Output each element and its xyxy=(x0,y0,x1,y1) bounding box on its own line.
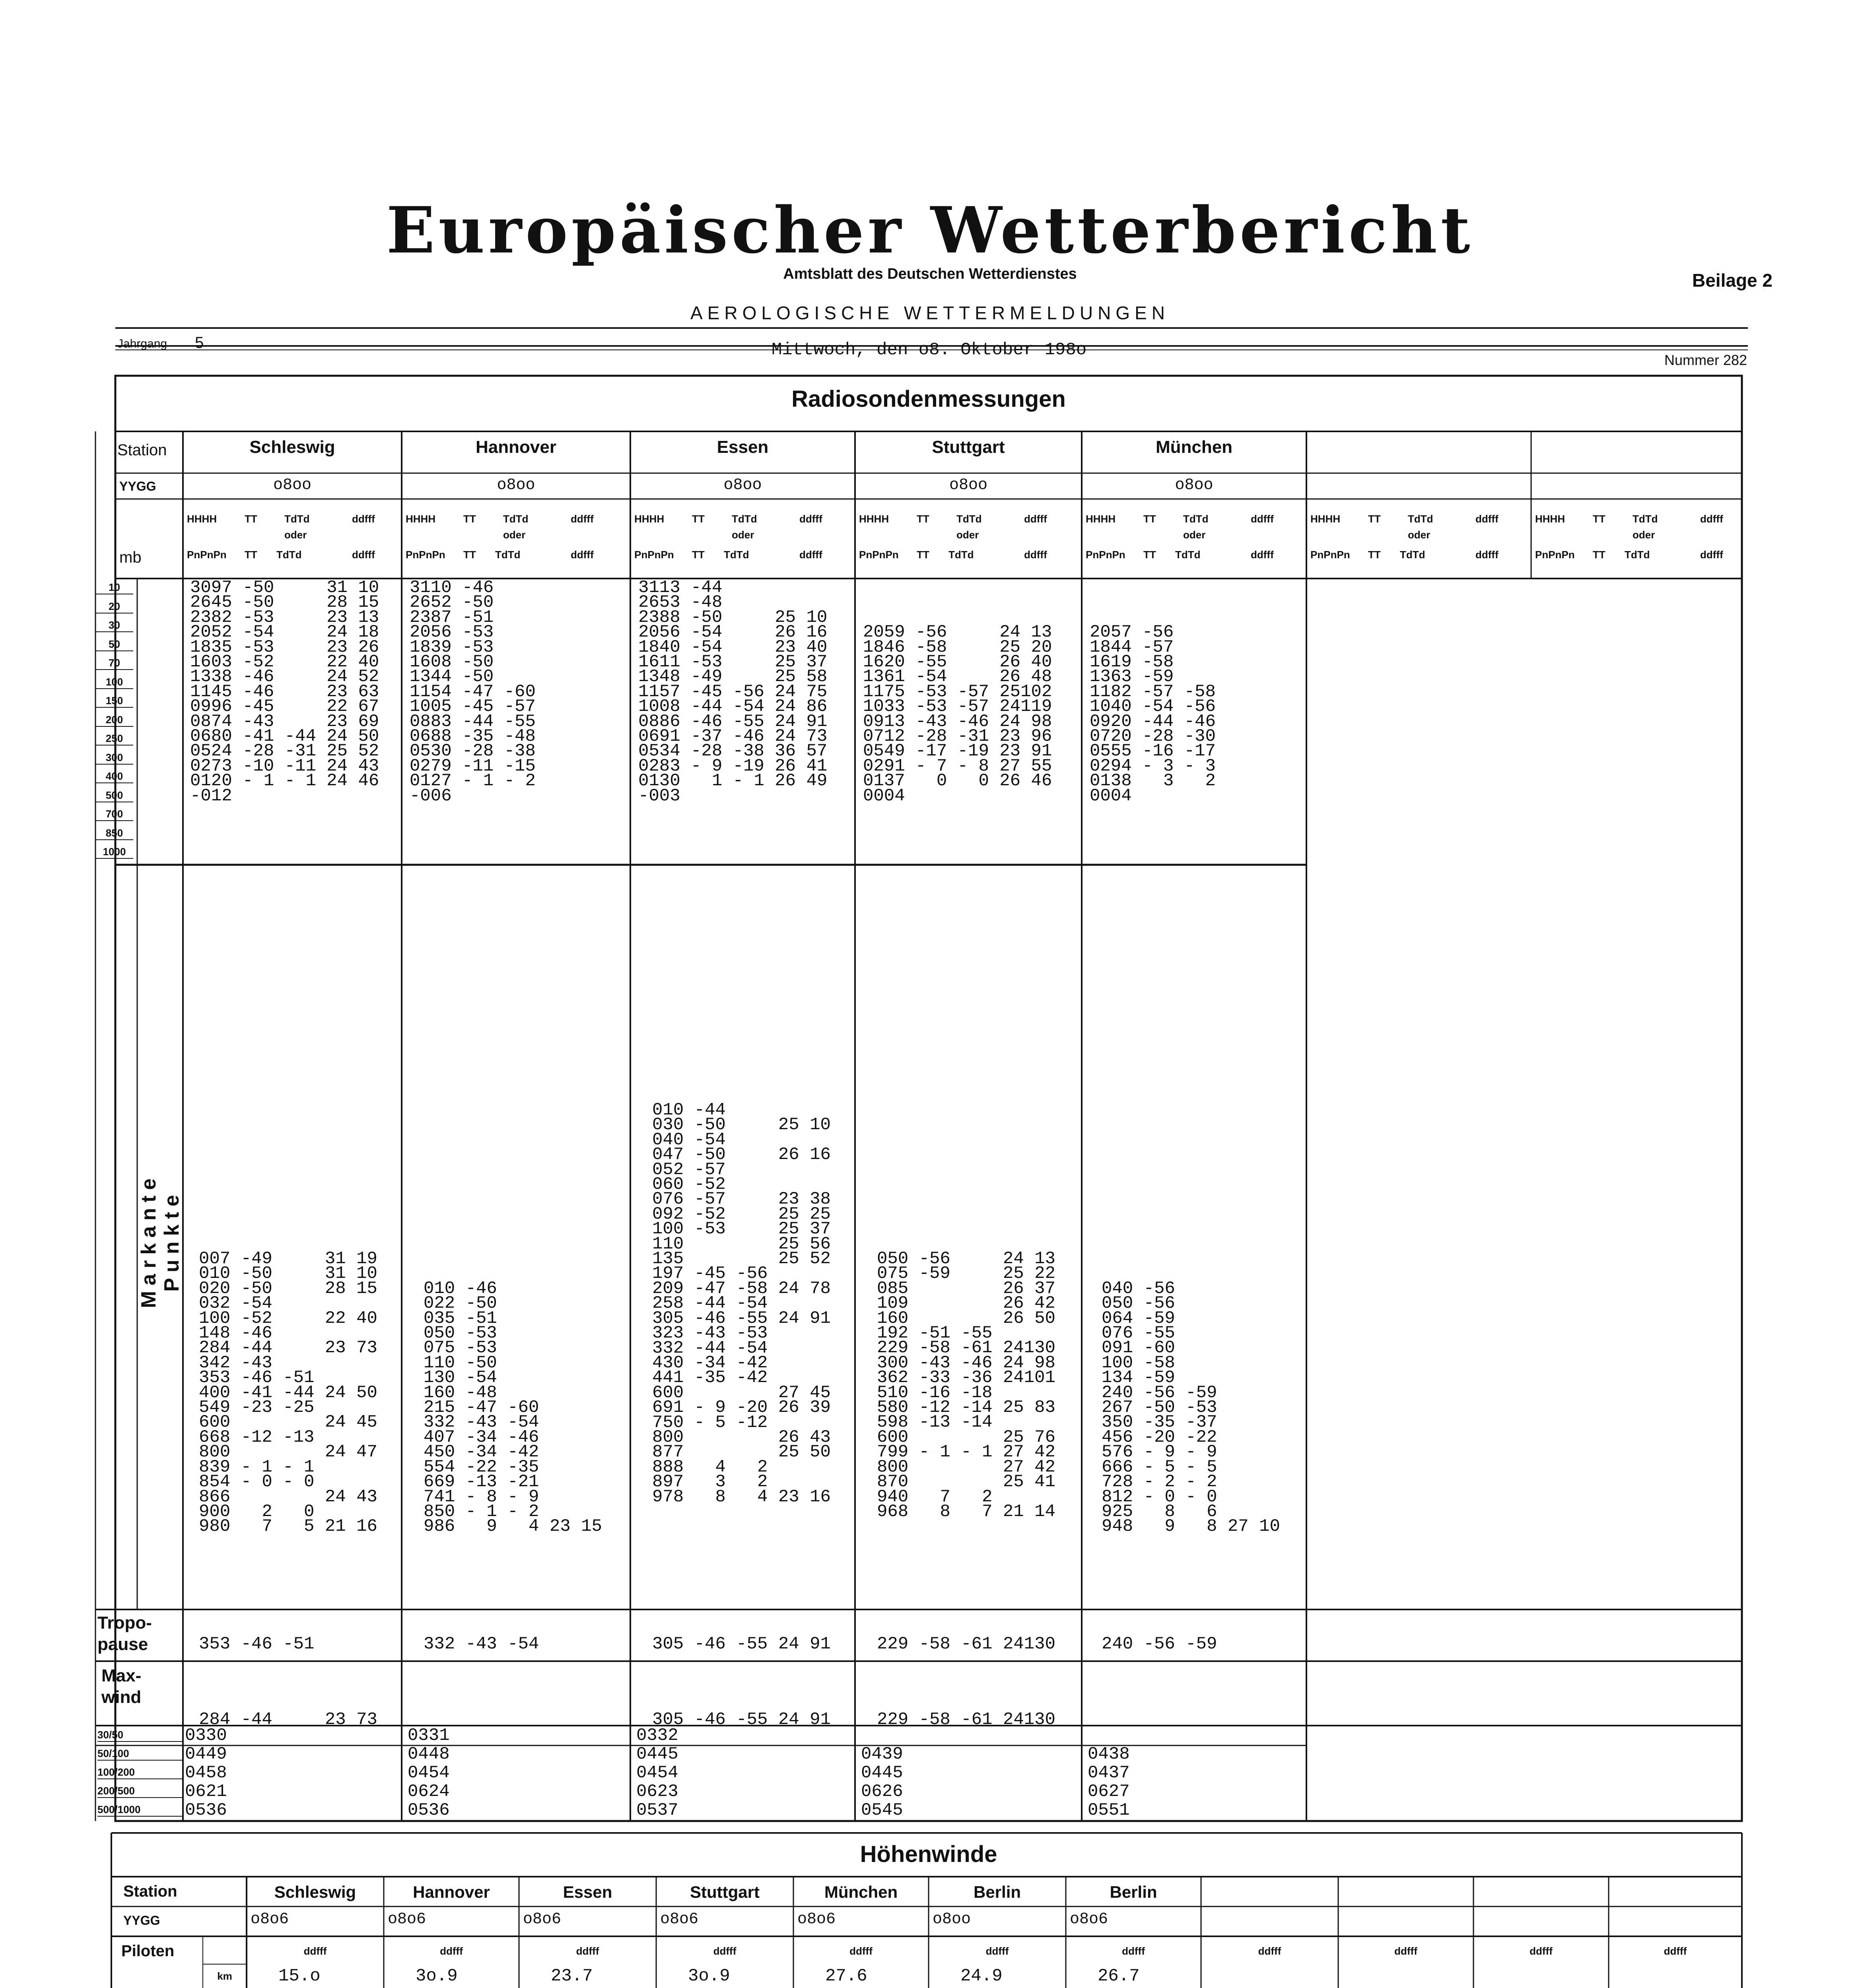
subhead-ddfff: ddfff xyxy=(1475,513,1498,525)
wind-station-3: Stuttgart xyxy=(690,1883,760,1901)
subhead-ddfff: ddfff xyxy=(799,549,822,561)
level-400: 400 xyxy=(95,770,133,783)
subhead-ddfff: ddfff xyxy=(571,549,594,561)
wind-station-0: Schleswig xyxy=(274,1883,356,1901)
winds-piloten-label: Piloten xyxy=(121,1942,175,1960)
maxwind-stuttgart: 229 -58 -61 24130 xyxy=(877,1710,1055,1730)
subhead-hhhh: HHHH xyxy=(634,513,665,525)
subhead-pnpnpn: PnPnPn xyxy=(406,549,445,561)
subhead-tt: TT xyxy=(245,549,257,561)
section-title: AEROLOGISCHE WETTERMELDUNGEN xyxy=(690,303,1170,323)
level-50: 50 xyxy=(95,638,133,651)
beilage-label: Beilage 2 xyxy=(1692,270,1773,291)
wind-time-1: o8o6 xyxy=(388,1910,426,1928)
ddfff-col-label: ddfff xyxy=(713,1945,737,1957)
subhead-ddfff: ddfff xyxy=(352,549,375,561)
ddfff-col-label: ddfff xyxy=(1394,1945,1417,1957)
wind-station-5: Berlin xyxy=(973,1883,1021,1901)
subhead-oder: oder xyxy=(732,529,754,541)
gipfel-km-4: 27.6 xyxy=(825,1966,867,1986)
gipfel-km-1: 3o.9 xyxy=(416,1966,458,1986)
subhead-ddfff: ddfff xyxy=(1251,513,1274,525)
gipfel-km-0: 15.o xyxy=(278,1966,321,1986)
maxwind-label: Max- wind xyxy=(101,1666,142,1707)
level-200: 200 xyxy=(95,714,133,727)
tropo-muenchen: 240 -56 -59 xyxy=(1102,1634,1217,1654)
mb-label: mb xyxy=(119,549,142,566)
subhead-hhhh: HHHH xyxy=(1086,513,1116,525)
level-30: 30 xyxy=(95,619,133,632)
issue-date: Mittwoch, den o8. Oktober 198o xyxy=(772,340,1087,360)
subhead-tt: TT xyxy=(463,513,476,525)
subhead-pnpnpn: PnPnPn xyxy=(859,549,899,561)
thick-hannover: 0331 0448 0454 0624 0536 xyxy=(408,1726,450,1820)
time-stuttgart: o8oo xyxy=(949,476,987,494)
gipfel-km-label: km xyxy=(217,1970,232,1982)
subhead-pnpnpn: PnPnPn xyxy=(187,549,227,561)
std-data-hannover: 3110 -46 2652 -50 2387 -51 2056 -53 1839 -53 1608 -50 1344 -50 1154 -47 -60 1005 -45 -57 0883 -44 -55 0688 -35 -48 0530 -28 -38 0279 -11 -15 0127 - 1 - 2 -006 xyxy=(410,578,536,806)
thickness-0: 30/50 xyxy=(97,1729,183,1742)
subhead-ddfff: ddfff xyxy=(799,513,822,525)
sig-data-schleswig: 007 -49 31 19 010 -50 31 10 020 -50 28 15 032 -54 100 -52 22 40 148 -46 284 -44 23 73 342 -43 353 -46 -51 400 -41 -44 24 50 549 -23 -25 600 24 45 668 -12 -13 800 24 47 839 - 1 - 1 854 - 0 - 0 866 24 43 900 2 0 980 7 5 21 16 xyxy=(199,1249,377,1537)
thickness-2: 100/200 xyxy=(97,1766,183,1779)
station-hannover: Hannover xyxy=(476,437,556,457)
subhead-oder: oder xyxy=(1408,529,1430,541)
subhead-tt: TT xyxy=(692,549,705,561)
subhead-tdtd: TdTd xyxy=(948,549,974,561)
time-muenchen: o8oo xyxy=(1175,476,1213,494)
subhead-tt: TT xyxy=(1593,549,1605,561)
subhead-tdtd: TdTd xyxy=(1175,549,1201,561)
subhead-ddfff: ddfff xyxy=(571,513,594,525)
thickness-1: 50/100 xyxy=(97,1747,183,1761)
subhead-hhhh: HHHH xyxy=(1310,513,1341,525)
station-muenchen: München xyxy=(1155,437,1233,457)
subhead-tdtd: TdTd xyxy=(1408,513,1433,525)
tropo-schleswig: 353 -46 -51 xyxy=(199,1634,315,1654)
subhead-tt: TT xyxy=(463,549,476,561)
subhead-oder: oder xyxy=(284,529,307,541)
thick-stuttgart: 0439 0445 0626 0545 xyxy=(861,1744,903,1820)
subhead-ddfff: ddfff xyxy=(1024,549,1047,561)
thickness-4: 500/1000 xyxy=(97,1804,183,1817)
thick-essen: 0332 0445 0454 0623 0537 xyxy=(636,1726,678,1820)
wind-time-3: o8o6 xyxy=(660,1910,699,1928)
ddfff-col-label: ddfff xyxy=(1664,1945,1687,1957)
subhead-tt: TT xyxy=(1143,549,1156,561)
subhead-ddfff: ddfff xyxy=(1251,549,1274,561)
wind-time-5: o8oo xyxy=(933,1910,971,1928)
level-20: 20 xyxy=(95,600,133,613)
subhead-tt: TT xyxy=(692,513,705,525)
significant-points-label: Markante Punkte xyxy=(137,1173,183,1309)
level-150: 150 xyxy=(95,695,133,708)
level-250: 250 xyxy=(95,732,133,746)
time-essen: o8oo xyxy=(723,476,762,494)
subhead-hhhh: HHHH xyxy=(406,513,436,525)
subhead-tdtd: TdTd xyxy=(956,513,982,525)
station-essen: Essen xyxy=(717,437,769,457)
ddfff-col-label: ddfff xyxy=(985,1945,1009,1957)
subhead-pnpnpn: PnPnPn xyxy=(1086,549,1125,561)
wind-station-4: München xyxy=(824,1883,898,1901)
wind-time-2: o8o6 xyxy=(523,1910,562,1928)
subhead-tdtd: TdTd xyxy=(284,513,310,525)
level-10: 10 xyxy=(95,581,133,594)
tropo-stuttgart: 229 -58 -61 24130 xyxy=(877,1634,1055,1654)
maxwind-schleswig: 284 -44 23 73 xyxy=(199,1710,377,1730)
subhead-oder: oder xyxy=(1633,529,1655,541)
yygg-label: YYGG xyxy=(119,479,156,493)
subhead-oder: oder xyxy=(503,529,526,541)
tropo-essen: 305 -46 -55 24 91 xyxy=(652,1634,831,1654)
subtitle: Amtsblatt des Deutschen Wetterdienstes xyxy=(783,266,1077,282)
subhead-ddfff: ddfff xyxy=(1475,549,1498,561)
winds-yygg-label: YYGG xyxy=(123,1913,160,1928)
thick-schleswig: 0330 0449 0458 0621 0536 xyxy=(185,1726,227,1820)
ddfff-col-label: ddfff xyxy=(1530,1945,1553,1957)
jahrgang-value: 5 xyxy=(195,334,204,351)
subhead-tdtd: TdTd xyxy=(724,549,749,561)
time-schleswig: o8oo xyxy=(273,476,311,494)
level-100: 100 xyxy=(95,676,133,689)
thick-muenchen: 0438 0437 0627 0551 xyxy=(1088,1744,1130,1820)
std-data-stuttgart: 2059 -56 24 13 1846 -58 25 20 1620 -55 26 40 1361 -54 26 48 1175 -53 -57 25102 1033 -53 -57 24119 0913 -43 -46 24 98 0712 -28 -31 23 96 0549 -17 -19 23 91 0291 - 7 - 8 27 55 0137 0 0 26 46 0004 xyxy=(863,622,1052,806)
subhead-hhhh: HHHH xyxy=(859,513,889,525)
subhead-hhhh: HHHH xyxy=(187,513,217,525)
level-70: 70 xyxy=(95,657,133,670)
wind-station-2: Essen xyxy=(563,1883,612,1901)
subhead-tt: TT xyxy=(917,549,929,561)
ddfff-col-label: ddfff xyxy=(849,1945,873,1957)
page-title: Europäischer Wetterbericht xyxy=(386,193,1474,268)
ddfff-col-label: ddfff xyxy=(576,1945,599,1957)
maxwind-essen: 305 -46 -55 24 91 xyxy=(652,1710,831,1730)
std-data-essen: 3113 -44 2653 -48 2388 -50 25 10 2056 -54 26 16 1840 -54 23 40 1611 -53 25 37 1348 -49 25 58 1157 -45 -56 24 75 1008 -44 -54 24 86 0886 -46 -55 24 91 0691 -37 -46 24 73 0534 -28 -38 36 57 0283 - 9 -19 26 41 0130 1 - 1 26 49 -003 xyxy=(638,578,828,806)
gipfel-km-6: 26.7 xyxy=(1098,1966,1140,1986)
tropo-hannover: 332 -43 -54 xyxy=(424,1634,539,1654)
tropopause-label: Tropo- pause xyxy=(97,1613,152,1654)
subhead-oder: oder xyxy=(1183,529,1206,541)
subhead-oder: oder xyxy=(956,529,979,541)
subhead-ddfff: ddfff xyxy=(1700,513,1723,525)
subhead-tt: TT xyxy=(1143,513,1156,525)
subhead-tdtd: TdTd xyxy=(1633,513,1658,525)
ddfff-col-label: ddfff xyxy=(303,1945,327,1957)
subhead-tdtd: TdTd xyxy=(495,549,521,561)
ddfff-col-label: ddfff xyxy=(440,1945,463,1957)
level-700: 700 xyxy=(95,808,133,821)
station-schleswig: Schleswig xyxy=(249,437,335,457)
time-hannover: o8oo xyxy=(497,476,535,494)
jahrgang-label: Jahrgang xyxy=(117,337,167,350)
wind-station-1: Hannover xyxy=(413,1883,490,1901)
subhead-tdtd: TdTd xyxy=(276,549,302,561)
subhead-ddfff: ddfff xyxy=(352,513,375,525)
ddfff-col-label: ddfff xyxy=(1122,1945,1145,1957)
sig-data-stuttgart: 050 -56 24 13 075 -59 25 22 085 26 37 109 26 42 160 26 50 192 -51 -55 229 -58 -61 24130 300 -43 -46 24 98 362 -33 -36 24101 510 -16 -18 580 -12 -14 25 83 598 -13 -14 600 25 76 799 - 1 - 1 27 42 800 27 42 870 25 41 940 7 2 968 8 7 21 14 xyxy=(877,1249,1055,1522)
std-data-schleswig: 3097 -50 31 10 2645 -50 28 15 2382 -53 23 13 2052 -54 24 18 1835 -53 23 26 1603 -52 22 40 1338 -46 24 52 1145 -46 23 63 0996 -45 22 67 0874 -43 23 69 0680 -41 -44 24 50 0524 -28 -31 25 52 0273 -10 -11 24 43 0120 - 1 - 1 24 46 -012 xyxy=(190,578,379,806)
wind-time-6: o8o6 xyxy=(1070,1910,1108,1928)
std-data-muenchen: 2057 -56 1844 -57 1619 -58 1363 -59 1182 -57 -58 1040 -54 -56 0920 -44 -46 0720 -28 -30 0555 -16 -17 0294 - 3 - 3 0138 3 2 0004 xyxy=(1090,622,1216,806)
subhead-tdtd: TdTd xyxy=(1625,549,1650,561)
wind-time-0: o8o6 xyxy=(251,1910,289,1928)
subhead-pnpnpn: PnPnPn xyxy=(634,549,674,561)
subhead-tt: TT xyxy=(245,513,257,525)
subhead-tdtd: TdTd xyxy=(1400,549,1425,561)
subhead-tt: TT xyxy=(917,513,929,525)
ddfff-col-label: ddfff xyxy=(1258,1945,1281,1957)
subhead-tdtd: TdTd xyxy=(503,513,529,525)
thickness-3: 200/500 xyxy=(97,1785,183,1798)
level-1000: 1000 xyxy=(95,846,133,859)
issue-number: Nummer 282 xyxy=(1664,352,1747,368)
gipfel-km-2: 23.7 xyxy=(551,1966,593,1986)
wind-time-4: o8o6 xyxy=(797,1910,836,1928)
sig-data-essen: 010 -44 030 -50 25 10 040 -54 047 -50 26 16 052 -57 060 -52 076 -57 23 38 092 -52 25 25 100 -53 25 37 110 25 56 135 25 52 197 -45 -56 209 -47 -58 24 78 258 -44 -54 305 -46 -55 24 91 323 -43 -53 332 -44 -54 430 -34 -42 441 -35 -42 600 27 45 691 - 9 -20 26 39 750 - 5 -12 800 26 43 877 25 50 888 4 2 897 3 2 978 8 4 23 16 xyxy=(652,1100,831,1507)
gipfel-km-3: 3o.9 xyxy=(688,1966,730,1986)
subhead-tdtd: TdTd xyxy=(732,513,757,525)
level-850: 850 xyxy=(95,827,133,840)
winds-station-label: Station xyxy=(123,1883,177,1900)
subhead-hhhh: HHHH xyxy=(1535,513,1565,525)
station-stuttgart: Stuttgart xyxy=(932,437,1005,457)
winds-title: Höhenwinde xyxy=(860,1841,997,1867)
radiosonde-title: Radiosondenmessungen xyxy=(791,386,1066,412)
level-300: 300 xyxy=(95,751,133,765)
subhead-ddfff: ddfff xyxy=(1700,549,1723,561)
subhead-tdtd: TdTd xyxy=(1183,513,1209,525)
subhead-pnpnpn: PnPnPn xyxy=(1535,549,1575,561)
wind-station-6: Berlin xyxy=(1110,1883,1157,1901)
sig-data-hannover: 010 -46 022 -50 035 -51 050 -53 075 -53 110 -50 130 -54 160 -48 215 -47 -60 332 -43 -54 407 -34 -46 450 -34 -42 554 -22 -35 669 -13 -21 741 - 8 - 9 850 - 1 - 2 986 9 4 23 15 xyxy=(424,1278,602,1537)
subhead-pnpnpn: PnPnPn xyxy=(1310,549,1350,561)
subhead-tt: TT xyxy=(1368,513,1381,525)
subhead-ddfff: ddfff xyxy=(1024,513,1047,525)
subhead-tt: TT xyxy=(1368,549,1381,561)
station-label: Station xyxy=(117,441,167,459)
sig-data-muenchen: 040 -56 050 -56 064 -59 076 -55 091 -60 100 -58 134 -59 240 -56 -59 267 -50 -53 350 -35 -37 456 -20 -22 576 - 9 - 9 666 - 5 - 5 728 - 2 - 2 812 - 0 - 0 925 8 6 948 9 8 27 10 xyxy=(1102,1278,1280,1537)
level-500: 500 xyxy=(95,789,133,802)
subhead-tt: TT xyxy=(1593,513,1605,525)
gipfel-km-5: 24.9 xyxy=(960,1966,1003,1986)
